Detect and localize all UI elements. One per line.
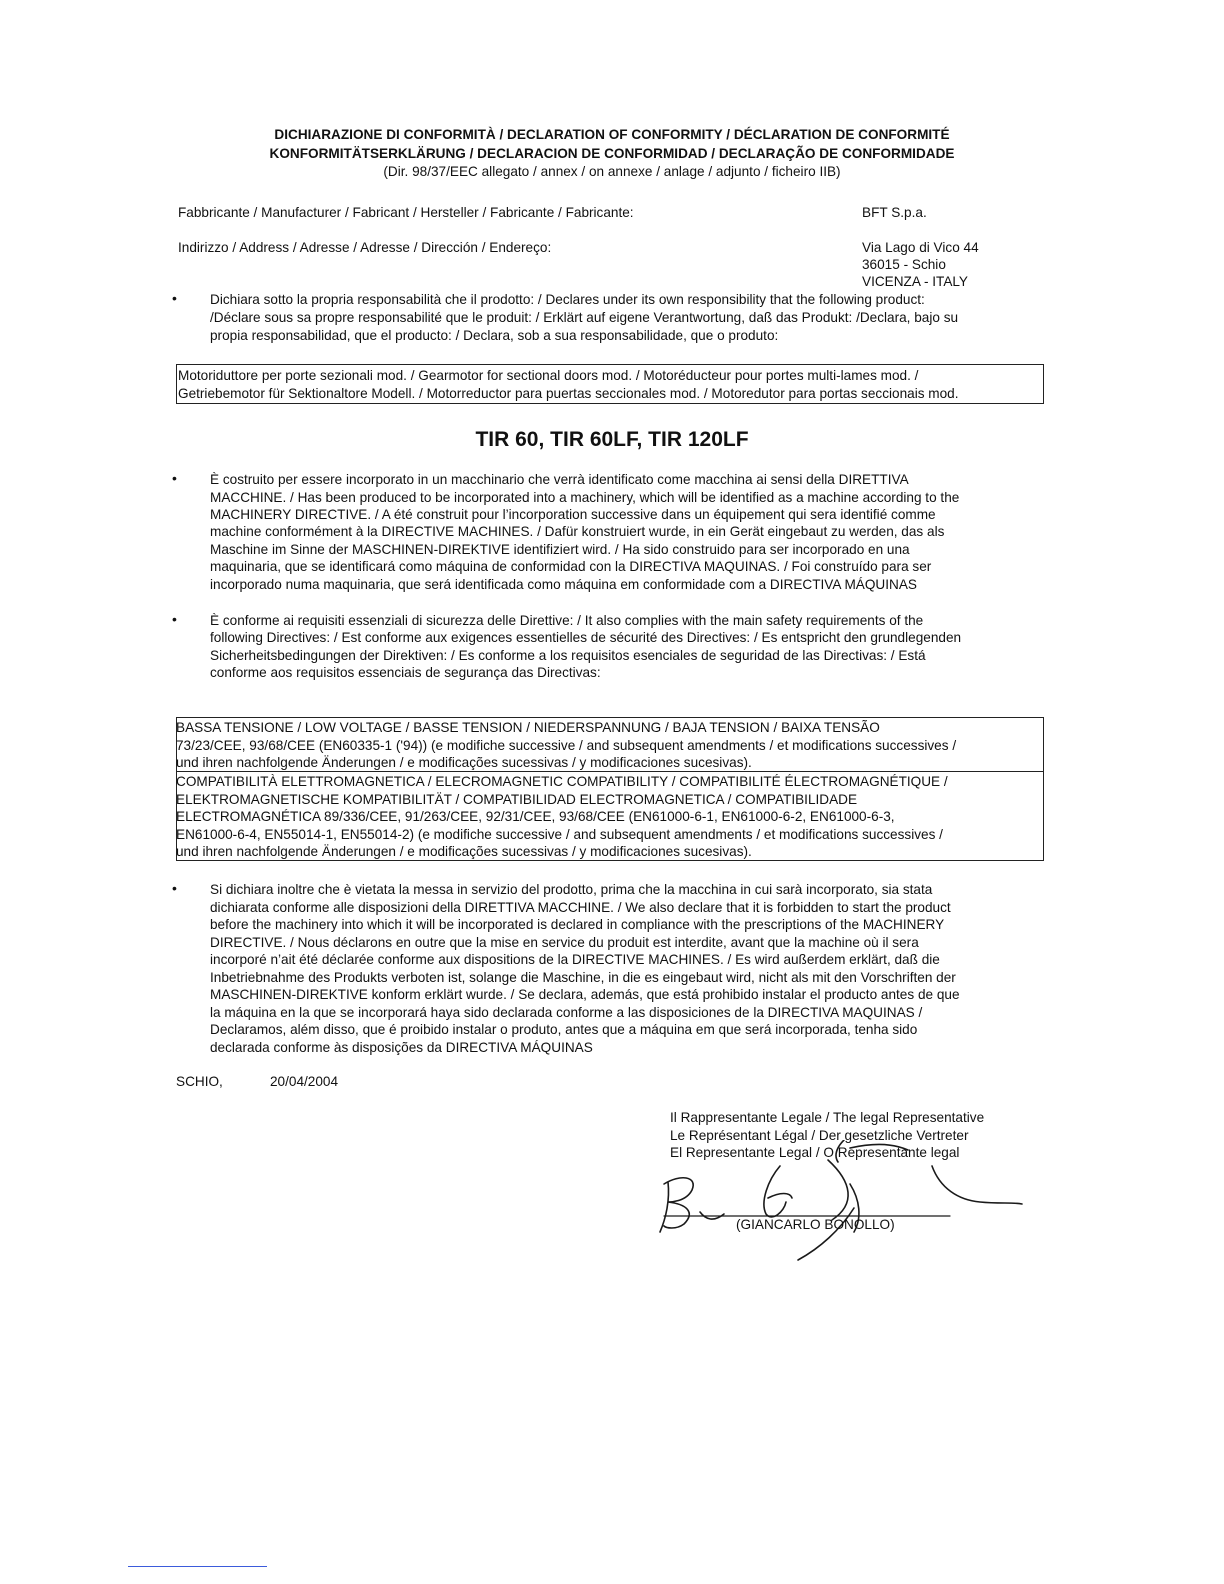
- emc-line-3: ELECTROMAGNÉTICA 89/336/CEE, 91/263/CEE, 92/31/CEE, 93/68/CEE (EN61000-6-1, EN61000-6-2, EN61000-6-3,: [176, 809, 895, 824]
- model-title: TIR 60, TIR 60LF, TIR 120LF: [475, 428, 749, 451]
- emc-line-4: EN61000-6-4, EN55014-1, EN55014-2) (e modifiche successive / and subsequent amendments / et modifications successives /: [176, 827, 943, 842]
- prohibition-line-9: Declaramos, além disso, que é proibido instalar o produto, antes que a máquina em que será incorporada, tenha sido: [210, 1022, 918, 1037]
- emc-line-2: ELEKTROMAGNETISCHE KOMPATIBILITÄT / COMPATIBILIDAD ELECTROMAGNETICA / COMPATIBILIDADE: [176, 792, 858, 807]
- bullet-built-in: •: [172, 470, 177, 486]
- declares-line-2: /Déclare sous sa propre responsabilité que le produit: / Erklärt auf eigene Verantwortung, daß das Produkt: /Declara, bajo su: [210, 310, 959, 325]
- address-line-1: Via Lago di Vico 44: [862, 240, 979, 255]
- header-directive-reference: (Dir. 98/37/EEC allegato / annex / on annexe / anlage / adjunto / ficheiro IIB): [383, 164, 841, 179]
- built-in-line-7: incorporado numa maquinaria, que será identificada como máquina em conformidade com a DIRECTIVA MÁQUINAS: [210, 577, 917, 592]
- date: 20/04/2004: [270, 1074, 339, 1089]
- complies-line-3: Sicherheitsbedingungen der Direktiven: / Es conforme a los requisitos esenciales de seguridad de las Directivas: / Está: [210, 648, 926, 663]
- prohibition-line-1: Si dichiara inoltre che è vietata la messa in servizio del prodotto, prima che la macchina in cui sarà incorporato, sia stata: [210, 882, 933, 897]
- product-box-line-2: Getriebemotor für Sektionaltore Modell. / Motorreductor para puertas seccionales mod. / Motoredutor para portas seccionais mod.: [178, 386, 959, 401]
- low-voltage-line-3: und ihren nachfolgende Änderungen / e modificações sucessivas / y modificaciones sucesivas).: [176, 755, 752, 770]
- built-in-line-4: machine conformément à la DIRECTIVE MACHINES. / Dafür konstruiert wurde, in ein Gerät eingebaut zu werden, das als: [210, 524, 945, 539]
- prohibition-line-2: dichiarata conforme alle disposizioni della DIRETTIVA MACCHINE. / We also declare that it is forbidden to start the product: [210, 900, 951, 915]
- prohibition-line-10: declarada conforme às disposições da DIRECTIVA MÁQUINAS: [210, 1040, 593, 1055]
- bullet-declares: •: [172, 290, 177, 306]
- footer-rule: [128, 1566, 267, 1567]
- emc-line-5: und ihren nachfolgende Änderungen / e modificações sucessivas / y modificaciones sucesivas).: [176, 844, 752, 859]
- low-voltage-line-2: 73/23/CEE, 93/68/CEE (EN60335-1 ('94)) (e modifiche successive / and subsequent amendments / et modifications successives /: [176, 738, 957, 753]
- low-voltage-line-1: BASSA TENSIONE / LOW VOLTAGE / BASSE TENSION / NIEDERSPANNUNG / BAJA TENSION / BAIXA TENSÃO: [176, 720, 880, 735]
- prohibition-line-6: Inbetriebnahme des Produkts verboten ist, solange die Maschine, in die es eingebaut wird, nicht als mit den Vorschriften der: [210, 970, 956, 985]
- address-line-3: VICENZA - ITALY: [862, 274, 969, 289]
- built-in-line-6: maquinaria, que se identificará como máquina de conformidad con la DIRECTIVA MAQUINAS. / Foi construído para ser: [210, 559, 932, 574]
- complies-line-4: conforme aos requisitos essenciais de segurança das Directivas:: [210, 665, 601, 680]
- prohibition-line-5: incorporé n’ait été déclarée conforme aux dispositions de la DIRECTIVE MACHINES. / Es wird außerdem erklärt, daß die: [210, 952, 940, 967]
- header-title-line-1: DICHIARAZIONE DI CONFORMITÀ / DECLARATION OF CONFORMITY / DÉCLARATION DE CONFORMITÉ: [274, 127, 950, 142]
- built-in-line-2: MACCHINE. / Has been produced to be incorporated into a machinery, which will be identified as a machine according to the: [210, 490, 960, 505]
- complies-line-1: È conforme ai requisiti essenziali di sicurezza delle Direttive: / It also complies with the main safety requirements of the: [210, 613, 924, 628]
- prohibition-line-4: DIRECTIVE. / Nous déclarons en outre que la mise en service du produit est interdite, avant que la machine où il sera: [210, 935, 919, 950]
- representative-line-2: Le Représentant Légal / Der gesetzliche Vertreter: [670, 1128, 969, 1143]
- built-in-line-3: MACHINERY DIRECTIVE. / A été construit pour l’incorporation successive dans un équipement qui sera identifié comme: [210, 507, 936, 522]
- declares-line-3: propia responsabilidad, que el producto: / Declara, sob a sua responsabilidade, que o produto:: [210, 328, 779, 343]
- complies-line-2: following Directives: / Est conforme aux exigences essentielles de sécurité des Directives: / Es entspricht den grundlegenden: [210, 630, 962, 645]
- signature-image: [640, 1140, 1040, 1270]
- declares-line-1: Dichiara sotto la propria responsabilità che il prodotto: / Declares under its own responsibility that the following product:: [210, 292, 925, 307]
- address-line-2: 36015 - Schio: [862, 257, 946, 272]
- product-box-line-1: Motoriduttore per porte sezionali mod. / Gearmotor for sectional doors mod. / Motoréducteur pour portes multi-lames mod. /: [178, 368, 919, 383]
- place: SCHIO,: [176, 1074, 223, 1089]
- representative-name: (GIANCARLO BONOLLO): [736, 1217, 895, 1232]
- manufacturer-value: BFT S.p.a.: [862, 205, 927, 220]
- address-label: Indirizzo / Address / Adresse / Adresse / Dirección / Endereço:: [178, 240, 552, 255]
- built-in-line-1: È costruito per essere incorporato in un macchinario che verrà identificato come macchina ai sensi della DIRETTIVA: [210, 472, 909, 487]
- representative-line-3: El Representante Legal / O Representante legal: [670, 1145, 960, 1160]
- header-title-line-2: KONFORMITÄTSERKLÄRUNG / DECLARACION DE CONFORMIDAD / DECLARAÇÃO DE CONFORMIDADE: [269, 146, 955, 161]
- prohibition-line-7: MASCHINEN-DIREKTIVE konform erklärt wurde. / Se declara, además, que está prohibido instalar el producto antes de que: [210, 987, 960, 1002]
- built-in-line-5: Maschine im Sinne der MASCHINEN-DIREKTIVE identifiziert wird. / Ha sido construido para ser incorporado en una: [210, 542, 910, 557]
- manufacturer-label: Fabbricante / Manufacturer / Fabricant / Hersteller / Fabricante / Fabricante:: [178, 205, 634, 220]
- prohibition-line-8: la máquina en la que se incorporará haya sido declarada conforme a las disposiciones de la DIRECTIVA MAQUINAS /: [210, 1005, 923, 1020]
- prohibition-line-3: before the machinery into which it will be incorporated is declared in compliance with the prescriptions of the MACHINERY: [210, 917, 945, 932]
- representative-line-1: Il Rappresentante Legale / The legal Representative: [670, 1110, 985, 1125]
- emc-line-1: COMPATIBILITÀ ELETTROMAGNETICA / ELECROMAGNETIC COMPATIBILITY / COMPATIBILITÉ ÉLECTROMAGNÉTIQUE /: [176, 774, 948, 789]
- bullet-complies: •: [172, 611, 177, 627]
- bullet-prohibition: •: [172, 880, 177, 896]
